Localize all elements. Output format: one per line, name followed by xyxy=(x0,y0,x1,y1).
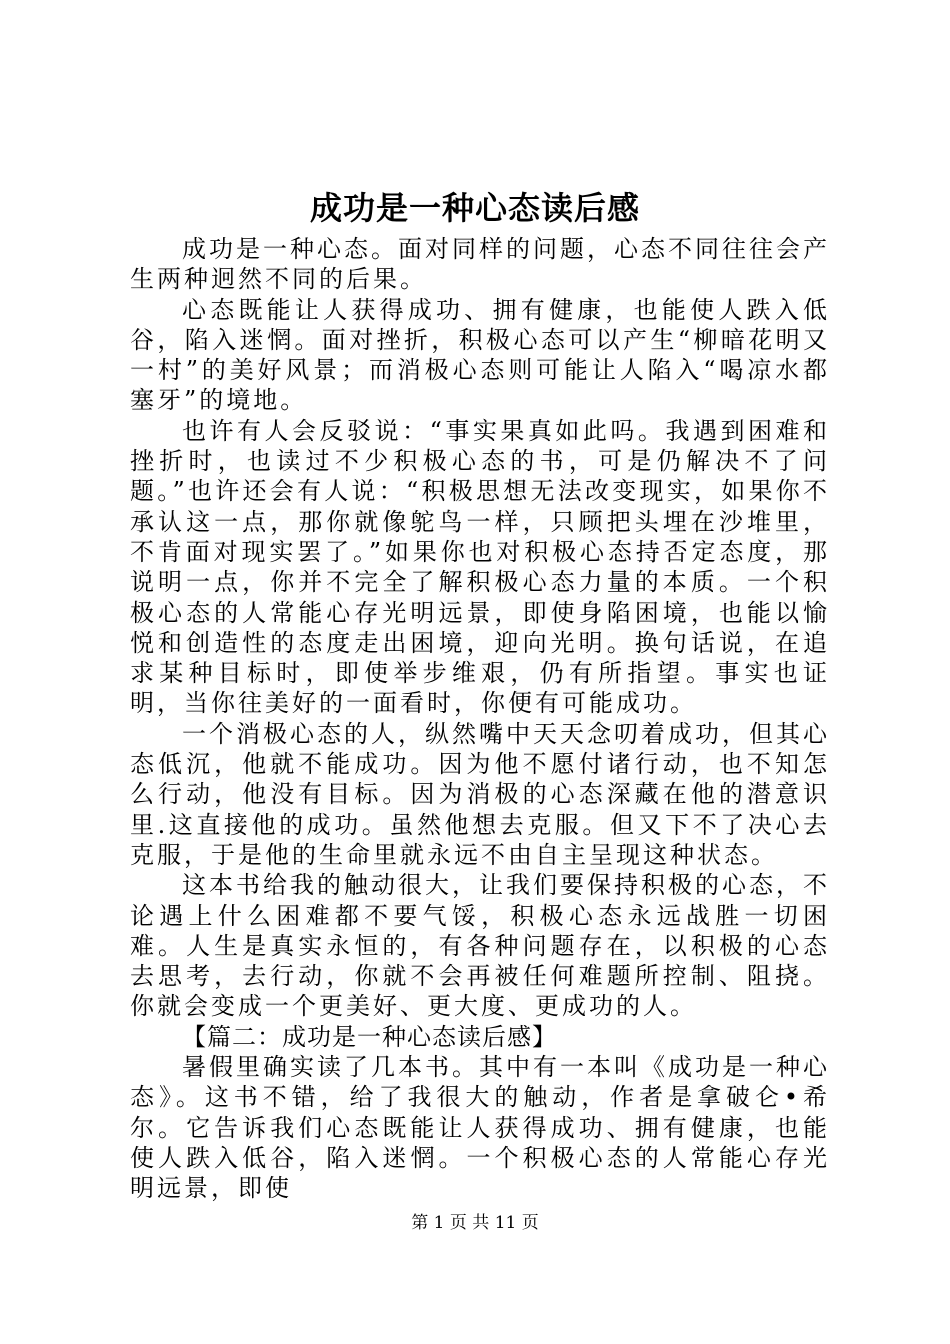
page-number: 第 1 页 共 11 页 xyxy=(411,1213,539,1233)
page-footer xyxy=(0,1212,950,1234)
paragraph: 也许有人会反驳说：“事实果真如此吗。我遇到困难和挫折时，也读过不少积极心态的书，可是仍解决不了问题。”也许还会有人说：“积极思想无法改变现实，如果你不承认这一点，那你就像鸵鸟一样，只顾把头埋在沙堆里，不肯面对现实罢了。”如果你也对积极心态持否定态度，那说明一点，你并不完全了解积极心态力量的本质。一个积极心态的人常能心存光明远景，即使身陷困境，也能以愉悦和创造性的态度走出困境，迎向光明。换句话说，在追求某种目标时，即使举步维艰，仍有所指望。事实也证明，当你往美好的一面看时，你便有可能成功。 xyxy=(130,416,830,718)
paragraph: 成功是一种心态。面对同样的问题，心态不同往往会产生两种迥然不同的后果。 xyxy=(130,235,830,294)
paragraph: 这本书给我的触动很大，让我们要保持积极的心态，不论遇上什么困难都不要气馁，积极心态永远战胜一切困难。人生是真实永恒的，有各种问题存在，以积极的心态去思考，去行动，你就不会再被任何难题所控制、阻挠。你就会变成一个更美好、更大度、更成功的人。 xyxy=(130,871,830,1021)
paragraph: 暑假里确实读了几本书。其中有一本叫《成功是一种心态》。这书不错，给了我很大的触动，作者是拿破仑•希尔。它告诉我们心态既能让人获得成功、拥有健康，也能使人跌入低谷，陷入迷惘。一个积极心态的人常能心存光明远景，即使 xyxy=(130,1053,830,1203)
section-heading: 【篇二：成功是一种心态读后感】 xyxy=(182,1022,557,1051)
document-body xyxy=(130,234,830,1204)
paragraph: 一个消极心态的人，纵然嘴中天天念叨着成功，但其心态低沉，他就不能成功。因为他不愿付诸行动，也不知怎么行动，他没有目标。因为消极的心态深藏在他的潜意识里.这直接他的成功。虽然他想去克服。但又下不了决心去克服，于是他的生命里就永远不由自主呈现这种状态。 xyxy=(130,719,830,869)
paragraph: 心态既能让人获得成功、拥有健康，也能使人跌入低谷，陷入迷惘。面对挫折，积极心态可以产生“柳暗花明又一村”的美好风景；而消极心态则可能让人陷入“喝凉水都塞牙”的境地。 xyxy=(130,295,830,415)
document-title: 成功是一种心态读后感 xyxy=(309,189,640,227)
